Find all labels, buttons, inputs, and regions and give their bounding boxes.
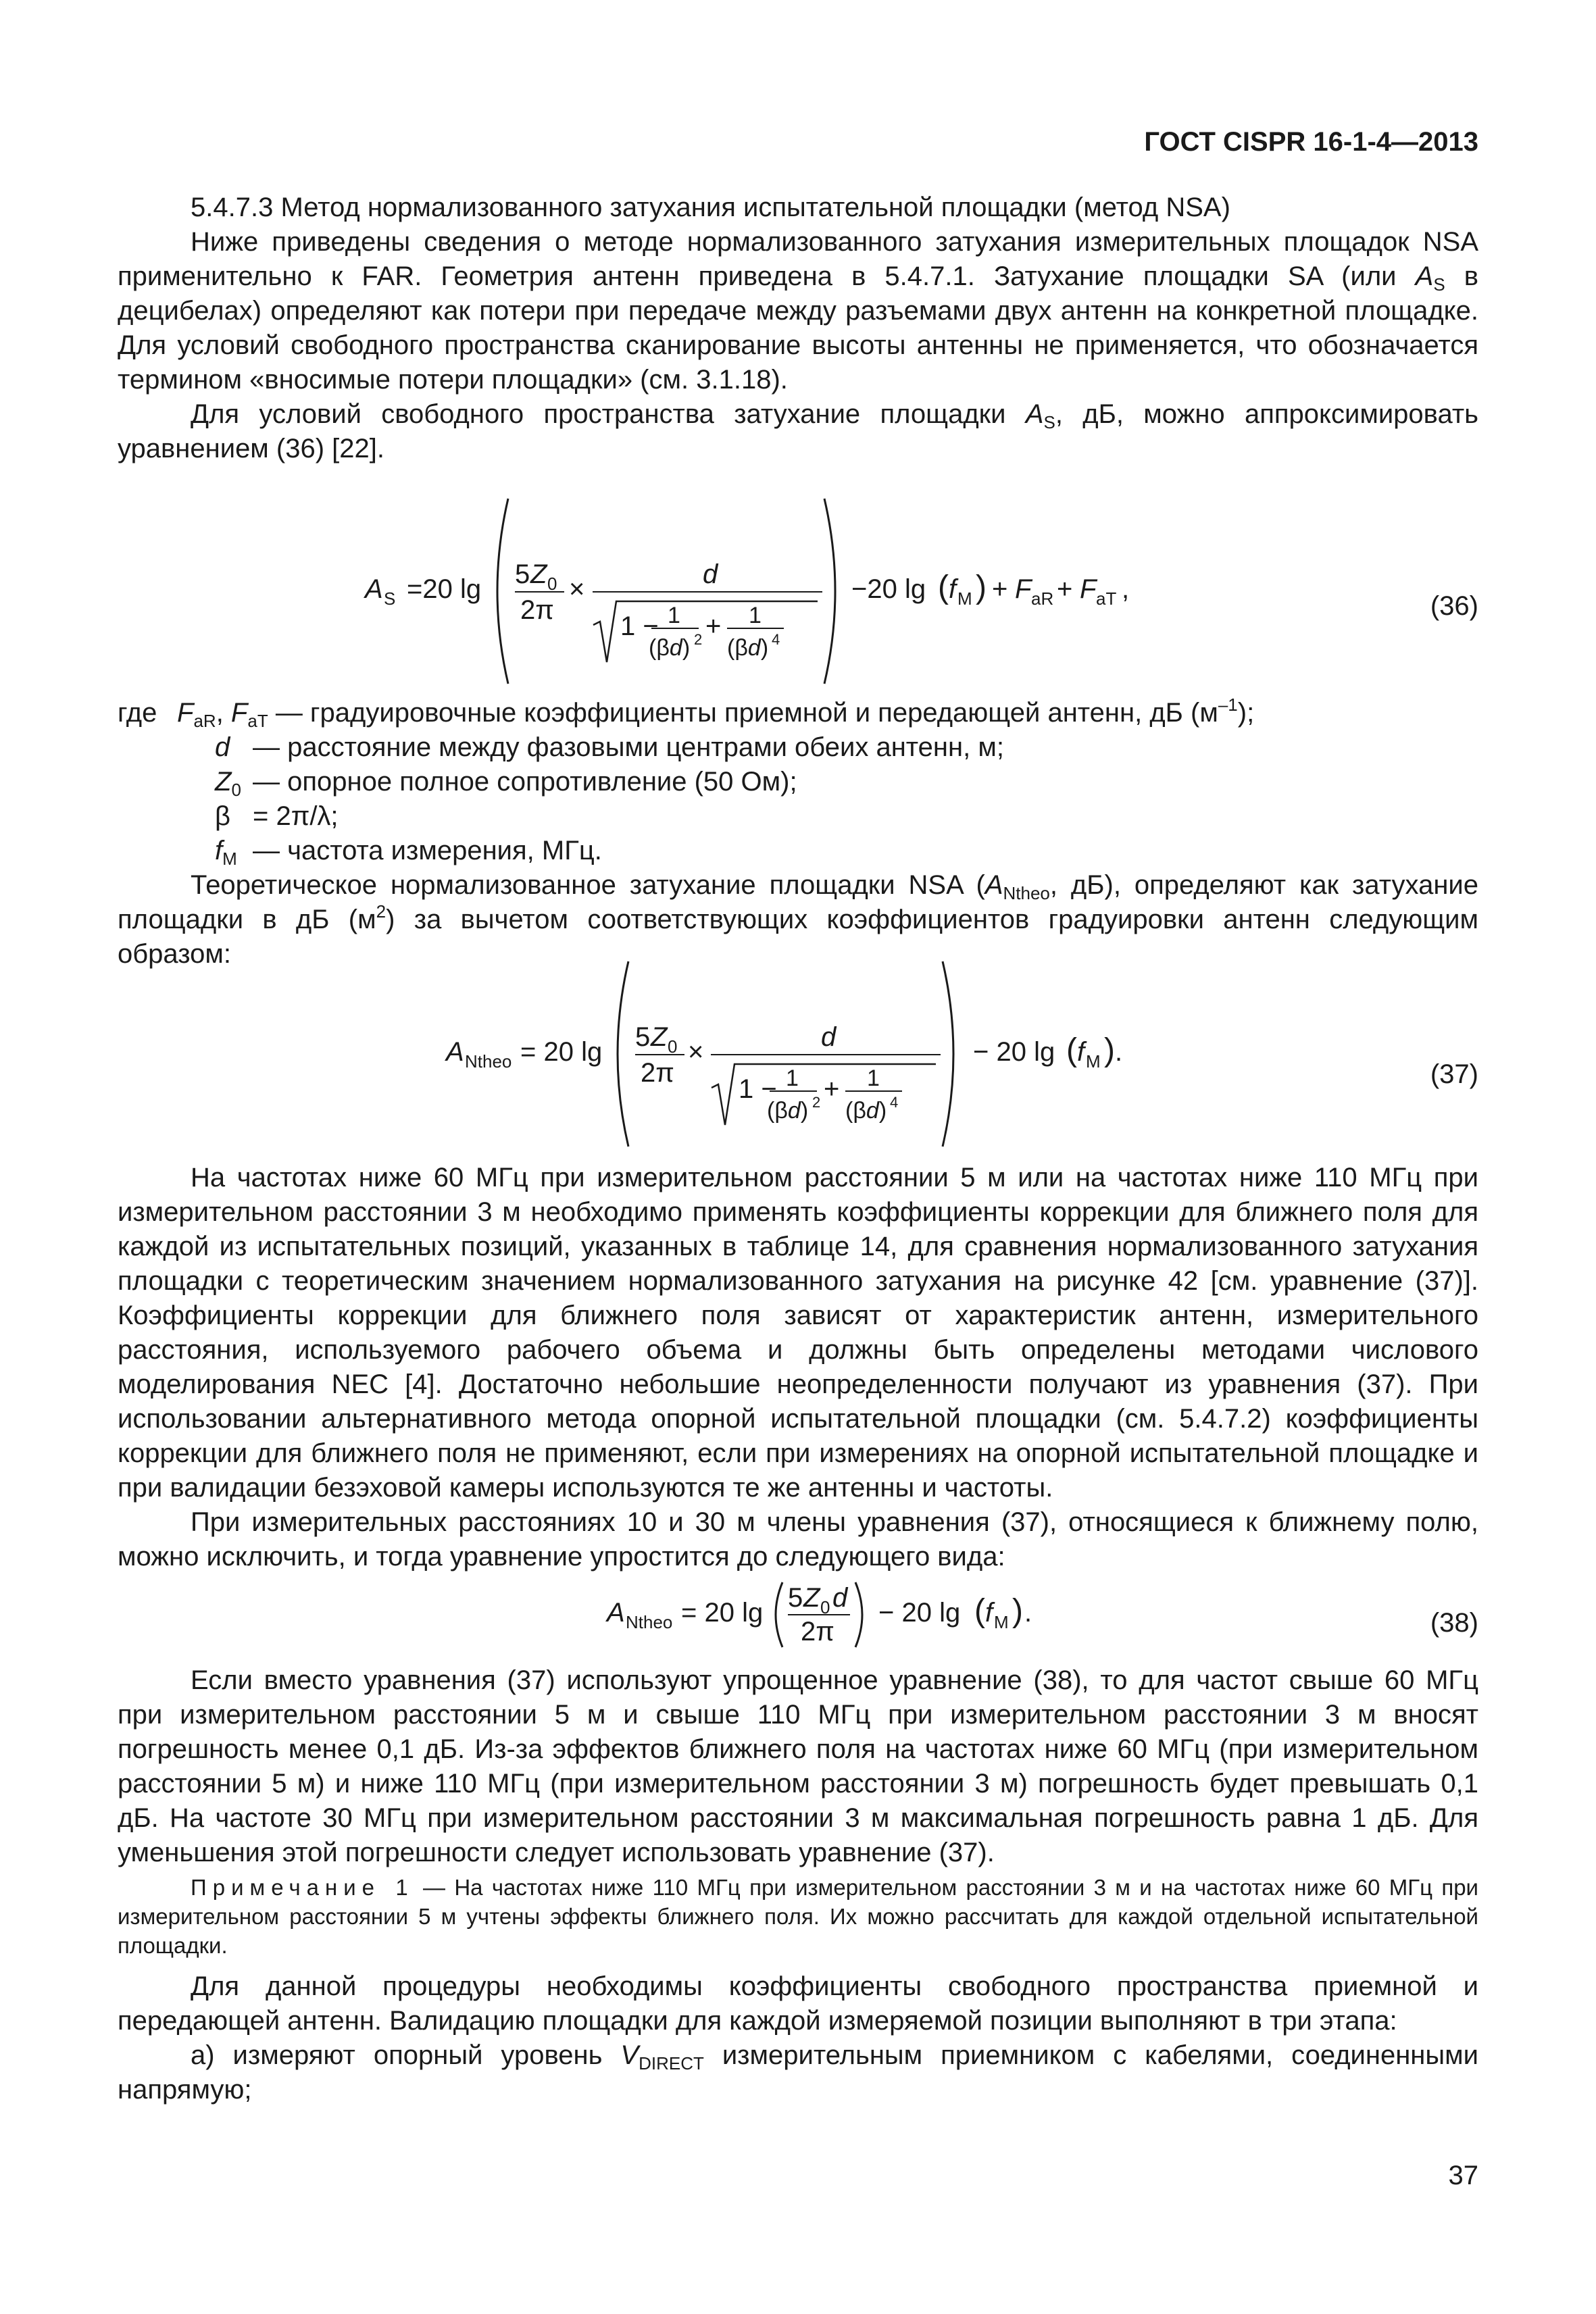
p3-symbol: A [984, 870, 1003, 900]
p8-text-b: измерительным приемником с кабелями, соединенными напрямую; [118, 2040, 1478, 2105]
svg-text:2: 2 [694, 631, 703, 648]
definition-text: — расстояние между фазовыми центрами обеих антенн, м; [253, 732, 1004, 762]
definition-symbol: $f_M$ [215, 836, 237, 869]
definition-text: — опорное полное сопротивление (50 Ом); [253, 767, 797, 797]
svg-text:=20 lg: =20 lg [407, 574, 482, 604]
svg-text:5: 5 [788, 1583, 803, 1613]
svg-text:(: ( [974, 1593, 985, 1629]
p2-symbol-sub: S [1043, 412, 1055, 432]
svg-text:M: M [994, 1612, 1009, 1632]
equation-37 [432, 956, 1176, 1152]
svg-text:+: + [705, 611, 722, 641]
svg-text:d: d [832, 1583, 848, 1613]
p1-text-b: в децибелах) определяют как потери при передаче между разъемами двух антенн на конкретной площадке. Для условий свободного пространства сканирование высоты антенны не применяется, что обозначается термином «вносимые потери площадки» (см. 3.1.18). [118, 261, 1478, 395]
p8-text-a: а) измеряют опорный уровень [191, 2040, 621, 2070]
p3-sup: 2 [376, 901, 386, 922]
definition-row [118, 730, 1478, 765]
paragraph-2 [118, 397, 1478, 466]
svg-text:5: 5 [515, 559, 530, 589]
definition-faR-faT: $F_{aR}$, $F_{aT}$ — градуировочные коэффициенты приемной и передающей антенн, дБ $(м^{-1})$; [177, 695, 1255, 731]
svg-text:1: 1 [668, 603, 680, 628]
svg-text:M: M [1086, 1051, 1101, 1072]
p3-text-c: ) за вычетом соответствующих коэффициентов градуировки антенн следующим образом: [118, 905, 1478, 969]
note-label: Примечание 1 [191, 1875, 414, 1900]
note-text: — На частотах ниже 110 МГц при измерительном расстоянии 3 м и на частотах ниже 60 МГц при измерительном расстоянии 5 м учтены эффекты ближнего поля. Их можно рассчитать для каждой отдельной испытательной площадки. [118, 1875, 1478, 1958]
definition-text: — частота измерения, МГц. [253, 836, 602, 865]
svg-text:0: 0 [547, 574, 557, 594]
p2-symbol: A [1025, 399, 1044, 429]
definition-row [118, 799, 1478, 834]
svg-text:×: × [688, 1037, 704, 1067]
svg-text:− 20 lg: − 20 lg [878, 1598, 961, 1628]
paragraph-8 [118, 2038, 1478, 2107]
svg-text:F: F [1080, 574, 1097, 604]
definitions-list [118, 696, 1478, 868]
equation-36 [351, 493, 1230, 689]
p4-text: На частотах ниже 60 МГц при измерительном расстоянии 5 м или на частотах ниже 110 МГц при измерительном расстоянии 3 м необходимо применять коэффициенты коррекции для ближнего поля для каждой из испытательных позиций, указанных в таблице 14, для сравнения нормализованного затухания площадки с теоретическим значением нормализованного затухания на рисунке 42 [см. уравнение (37)]. Коэффициенты коррекции для ближнего поля зависят от характеристик антенн, измерительного расстояния, используемого рабочего объема и должны быть определены методами числового моделирования NEC [4]. Достаточно небольшие неопределенности получают из уравнения (37). При использовании альтернативного метода опорной испытательной площадки (см. 5.4.7.2) коэффициенты коррекции для ближнего поля не применяют, если при измерениях на опорной испытательной площадке и при валидации безэховой камеры используются те же антенны и частоты. [118, 1163, 1478, 1503]
svg-text:f: f [985, 1598, 993, 1628]
p3-text-a: Теоретическое нормализованное затухание площадки NSA ( [191, 870, 985, 900]
svg-text:− 20 lg: − 20 lg [973, 1037, 1055, 1067]
svg-text:1 −: 1 − [620, 611, 659, 641]
p3-symbol-sub: Ntheo [1003, 883, 1050, 903]
p8-symbol: V [620, 2040, 639, 2070]
section-title [118, 191, 1478, 225]
svg-text:×: × [569, 574, 585, 604]
svg-text:4: 4 [890, 1094, 899, 1111]
paragraph-6 [118, 1663, 1478, 1870]
svg-text:Z: Z [651, 1022, 668, 1052]
svg-text:Z: Z [530, 559, 547, 589]
svg-text:.: . [1024, 1598, 1032, 1628]
svg-text:(βd): (βd) [727, 635, 769, 661]
svg-text:(βd): (βd) [767, 1098, 809, 1124]
definition-text: = 2π/λ; [253, 801, 339, 831]
svg-text:0: 0 [820, 1597, 830, 1617]
svg-text:2π: 2π [641, 1058, 674, 1088]
p2-text-a: Для условий свободного пространства затухание площадки [191, 399, 1026, 429]
svg-text:5: 5 [635, 1022, 651, 1052]
definition-row [118, 696, 1478, 730]
svg-text:F: F [1015, 574, 1032, 604]
svg-text:.: . [1115, 1037, 1123, 1067]
p1-symbol-sub: S [1433, 274, 1445, 295]
definition-symbol: β [215, 801, 231, 831]
svg-text:Ntheo: Ntheo [626, 1612, 673, 1632]
svg-text:A: A [365, 574, 383, 604]
section-title-text: 5.4.7.3 Метод нормализованного затухания испытательной площадки (метод NSA) [191, 193, 1230, 222]
svg-text:1: 1 [786, 1065, 799, 1091]
p1-symbol: A [1415, 261, 1434, 291]
p1-text-a: Ниже приведены сведения о методе нормализованного затухания измерительных площадок NSA применительно к FAR. Геометрия антенн приведена в 5.4.7.1. Затухание площадки SA (или [118, 227, 1478, 291]
svg-text:): ) [976, 570, 987, 605]
svg-text:S: S [384, 588, 396, 609]
note-1 [118, 1873, 1478, 1960]
svg-text:4: 4 [772, 631, 780, 648]
p7-text: Для данной процедуры необходимы коэффициенты свободного пространства приемной и передающей антенн. Валидацию площадки для каждой измеряемой позиции выполняют в три этапа: [118, 1971, 1478, 2036]
svg-text:2: 2 [812, 1094, 821, 1111]
p8-symbol-sub: DIRECT [639, 2053, 704, 2073]
svg-text:= 20 lg: = 20 lg [520, 1037, 603, 1067]
page-number: 37 [1448, 2161, 1478, 2190]
svg-text:A: A [446, 1037, 464, 1067]
paragraph-1 [118, 225, 1478, 397]
svg-text:aR: aR [1031, 588, 1054, 609]
svg-text:= 20 lg: = 20 lg [681, 1598, 764, 1628]
svg-text:Z: Z [803, 1583, 820, 1613]
p6-text: Если вместо уравнения (37) используют упрощенное уравнение (38), то для частот свыше 60 МГц при измерительном расстоянии 5 м и свыше 110 МГц при измерительном расстоянии 3 м вносят погрешность менее 0,1 дБ. Из-за эффектов ближнего поля на частотах ниже 60 МГц (при измерительном расстоянии 5 м) и ниже 110 МГц (при измерительном расстоянии 3 м) погрешность будет превышать 0,1 дБ. На частоте 30 МГц при измерительном расстоянии 3 м максимальная погрешность равна 1 дБ. Для уменьшения этой погрешности следует использовать уравнение (37). [118, 1665, 1478, 1867]
svg-text:(: ( [1066, 1032, 1077, 1068]
p2-text-b: , дБ, можно аппроксимировать уравнением (36) [22]. [118, 399, 1478, 463]
svg-text:0: 0 [668, 1036, 678, 1057]
svg-text:1: 1 [749, 603, 762, 628]
svg-text:(: ( [938, 570, 949, 605]
svg-text:): ) [1012, 1593, 1023, 1629]
equation-38 [595, 1574, 1108, 1655]
p3-text-b: , дБ), определяют как затухание площадки в дБ (м [118, 870, 1478, 934]
document-header: ГОСТ CISPR 16-1-4—2013 [1144, 127, 1478, 157]
svg-text:−20 lg: −20 lg [851, 574, 926, 604]
svg-text:d: d [703, 559, 718, 589]
svg-text:2π: 2π [520, 595, 554, 625]
svg-text:(βd): (βd) [649, 635, 691, 661]
p5-text: При измерительных расстояниях 10 и 30 м члены уравнения (37), относящиеся к ближнему полю, можно исключить, и тогда уравнение упростится до следующего вида: [118, 1507, 1478, 1571]
svg-text:2π: 2π [801, 1617, 834, 1646]
paragraph-5 [118, 1505, 1478, 1574]
svg-text:Ntheo: Ntheo [465, 1051, 512, 1072]
svg-text:1: 1 [867, 1065, 880, 1091]
eq36-number: (36) [1430, 591, 1478, 621]
definition-symbol: d [215, 732, 230, 762]
svg-text:A: A [607, 1598, 625, 1628]
svg-text:f: f [1077, 1037, 1085, 1067]
eq38-number: (38) [1430, 1608, 1478, 1638]
definition-row [118, 834, 1478, 868]
svg-text:d: d [821, 1022, 837, 1052]
svg-text:+: + [1057, 574, 1073, 604]
svg-text:+: + [992, 574, 1008, 604]
definition-symbol: $Z_0$ [215, 767, 241, 800]
svg-text:,: , [1122, 574, 1130, 604]
svg-text:+: + [824, 1074, 840, 1104]
where-label: где [118, 698, 157, 728]
paragraph-7 [118, 1969, 1478, 2038]
definition-row [118, 765, 1478, 799]
svg-text:f: f [949, 574, 957, 604]
eq37-number: (37) [1430, 1059, 1478, 1089]
svg-text:): ) [1104, 1032, 1115, 1068]
paragraph-4 [118, 1161, 1478, 1505]
svg-text:(βd): (βd) [845, 1098, 887, 1124]
svg-text:M: M [957, 588, 972, 609]
svg-text:aT: aT [1096, 588, 1117, 609]
svg-text:1 −: 1 − [739, 1074, 777, 1104]
